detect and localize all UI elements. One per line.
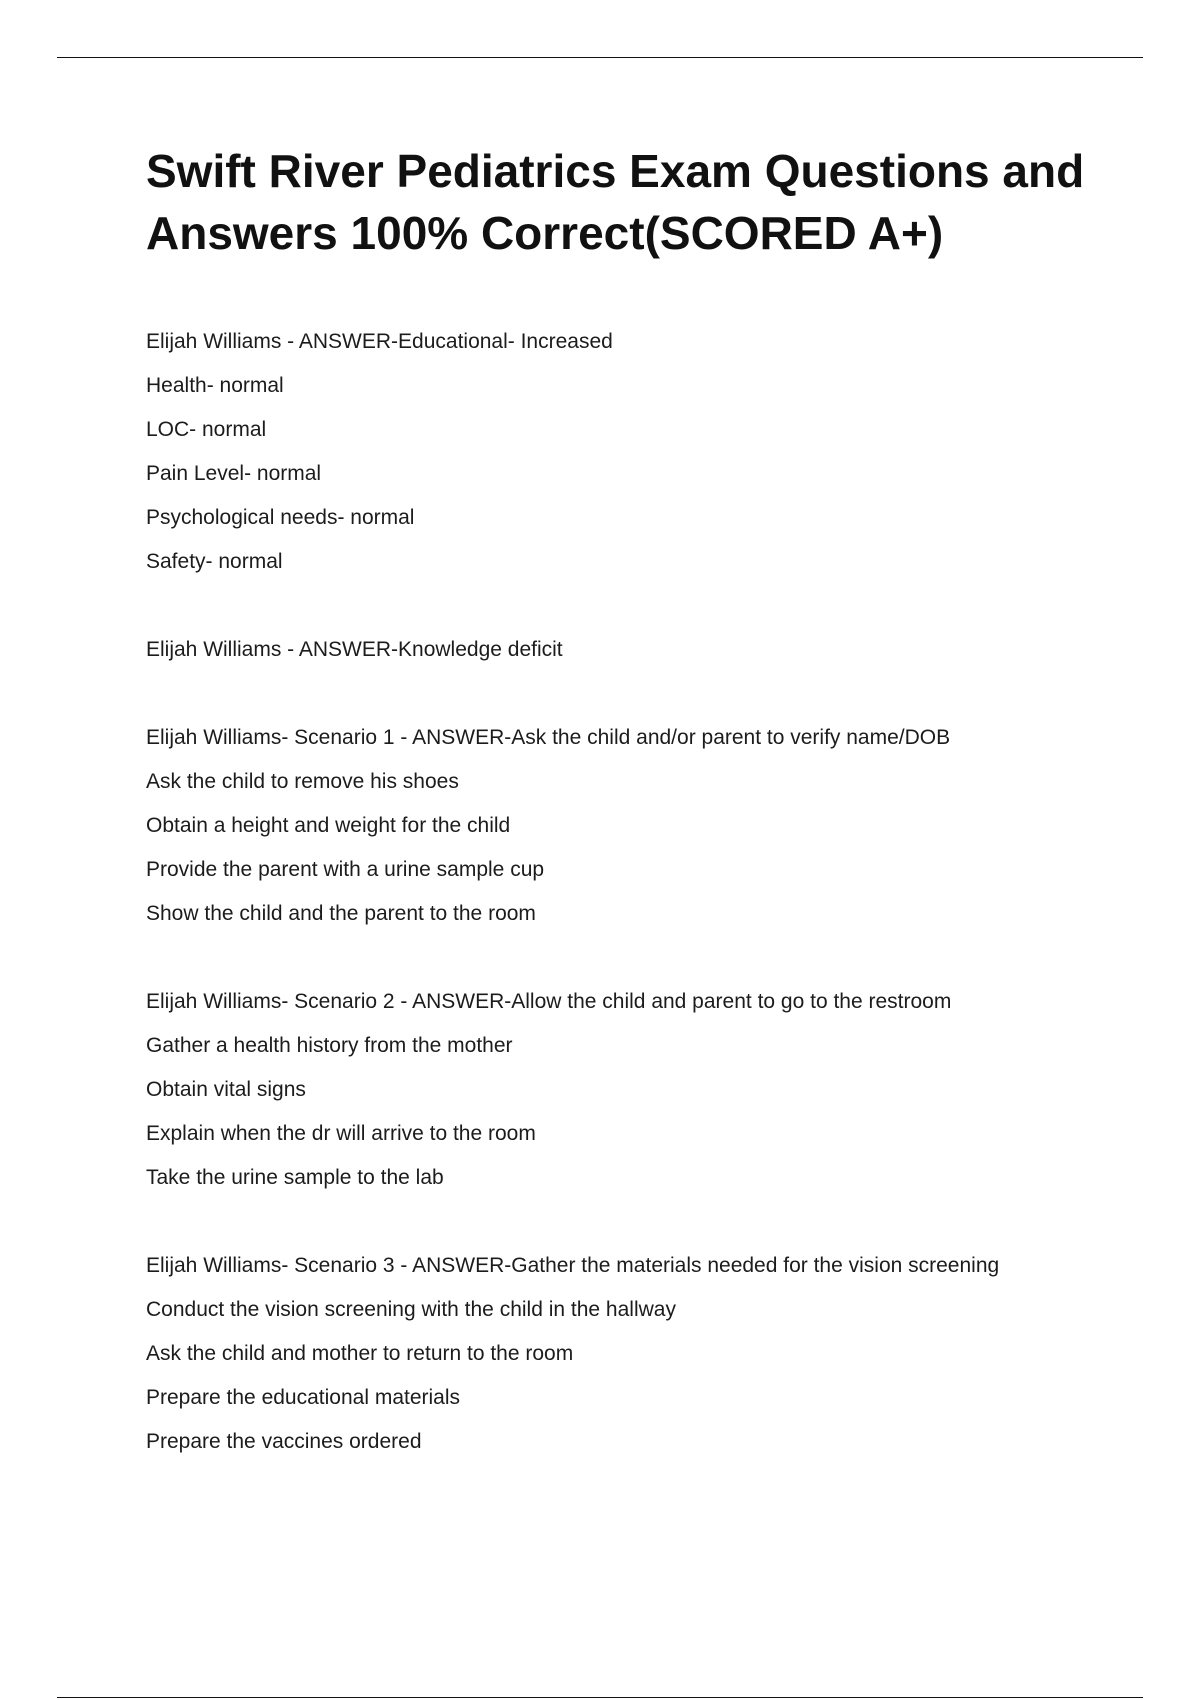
answer-line: Ask the child and mother to return to the room [146, 1342, 574, 1365]
answer-entry-1 [146, 320, 1086, 584]
header-rule [57, 57, 1143, 58]
answer-line: Explain when the dr will arrive to the room [146, 1122, 536, 1145]
answer-line: Prepare the vaccines ordered [146, 1430, 422, 1453]
answer-line: Elijah Williams - ANSWER-Knowledge deficit [146, 638, 563, 661]
answer-entry-3 [146, 716, 1086, 936]
answer-line: Psychological needs- normal [146, 506, 415, 529]
footer-rule [57, 1697, 1143, 1698]
answer-line: Provide the parent with a urine sample cup [146, 858, 545, 881]
answer-line: Gather a health history from the mother [146, 1034, 513, 1057]
answer-entry-2 [146, 628, 1086, 672]
answer-line: Show the child and the parent to the room [146, 902, 536, 925]
answer-line: Obtain vital signs [146, 1078, 306, 1101]
answer-line: Pain Level- normal [146, 462, 322, 485]
answer-line: LOC- normal [146, 418, 267, 441]
answer-line: Prepare the educational materials [146, 1386, 461, 1409]
answer-line: Elijah Williams- Scenario 2 - ANSWER-Allow the child and parent to go to the restroom [146, 990, 952, 1013]
answer-line: Elijah Williams- Scenario 3 - ANSWER-Gather the materials needed for the vision screening [146, 1254, 1000, 1277]
answer-entry-4 [146, 980, 1086, 1200]
answer-line: Conduct the vision screening with the child in the hallway [146, 1298, 676, 1321]
answer-line: Safety- normal [146, 550, 283, 573]
answer-line: Ask the child to remove his shoes [146, 770, 459, 793]
answer-line: Obtain a height and weight for the child [146, 814, 511, 837]
answer-list [146, 320, 1086, 1464]
answer-line: Take the urine sample to the lab [146, 1166, 444, 1189]
document-body [146, 140, 1086, 1508]
answer-line: Elijah Williams- Scenario 1 - ANSWER-Ask the child and/or parent to verify name/DOB [146, 726, 951, 749]
answer-line: Health- normal [146, 374, 284, 397]
answer-entry-5 [146, 1244, 1086, 1464]
answer-line: Elijah Williams - ANSWER-Educational- Increased [146, 330, 613, 353]
document-title: Swift River Pediatrics Exam Questions and Answers 100% Correct(SCORED A+) [146, 145, 1085, 259]
